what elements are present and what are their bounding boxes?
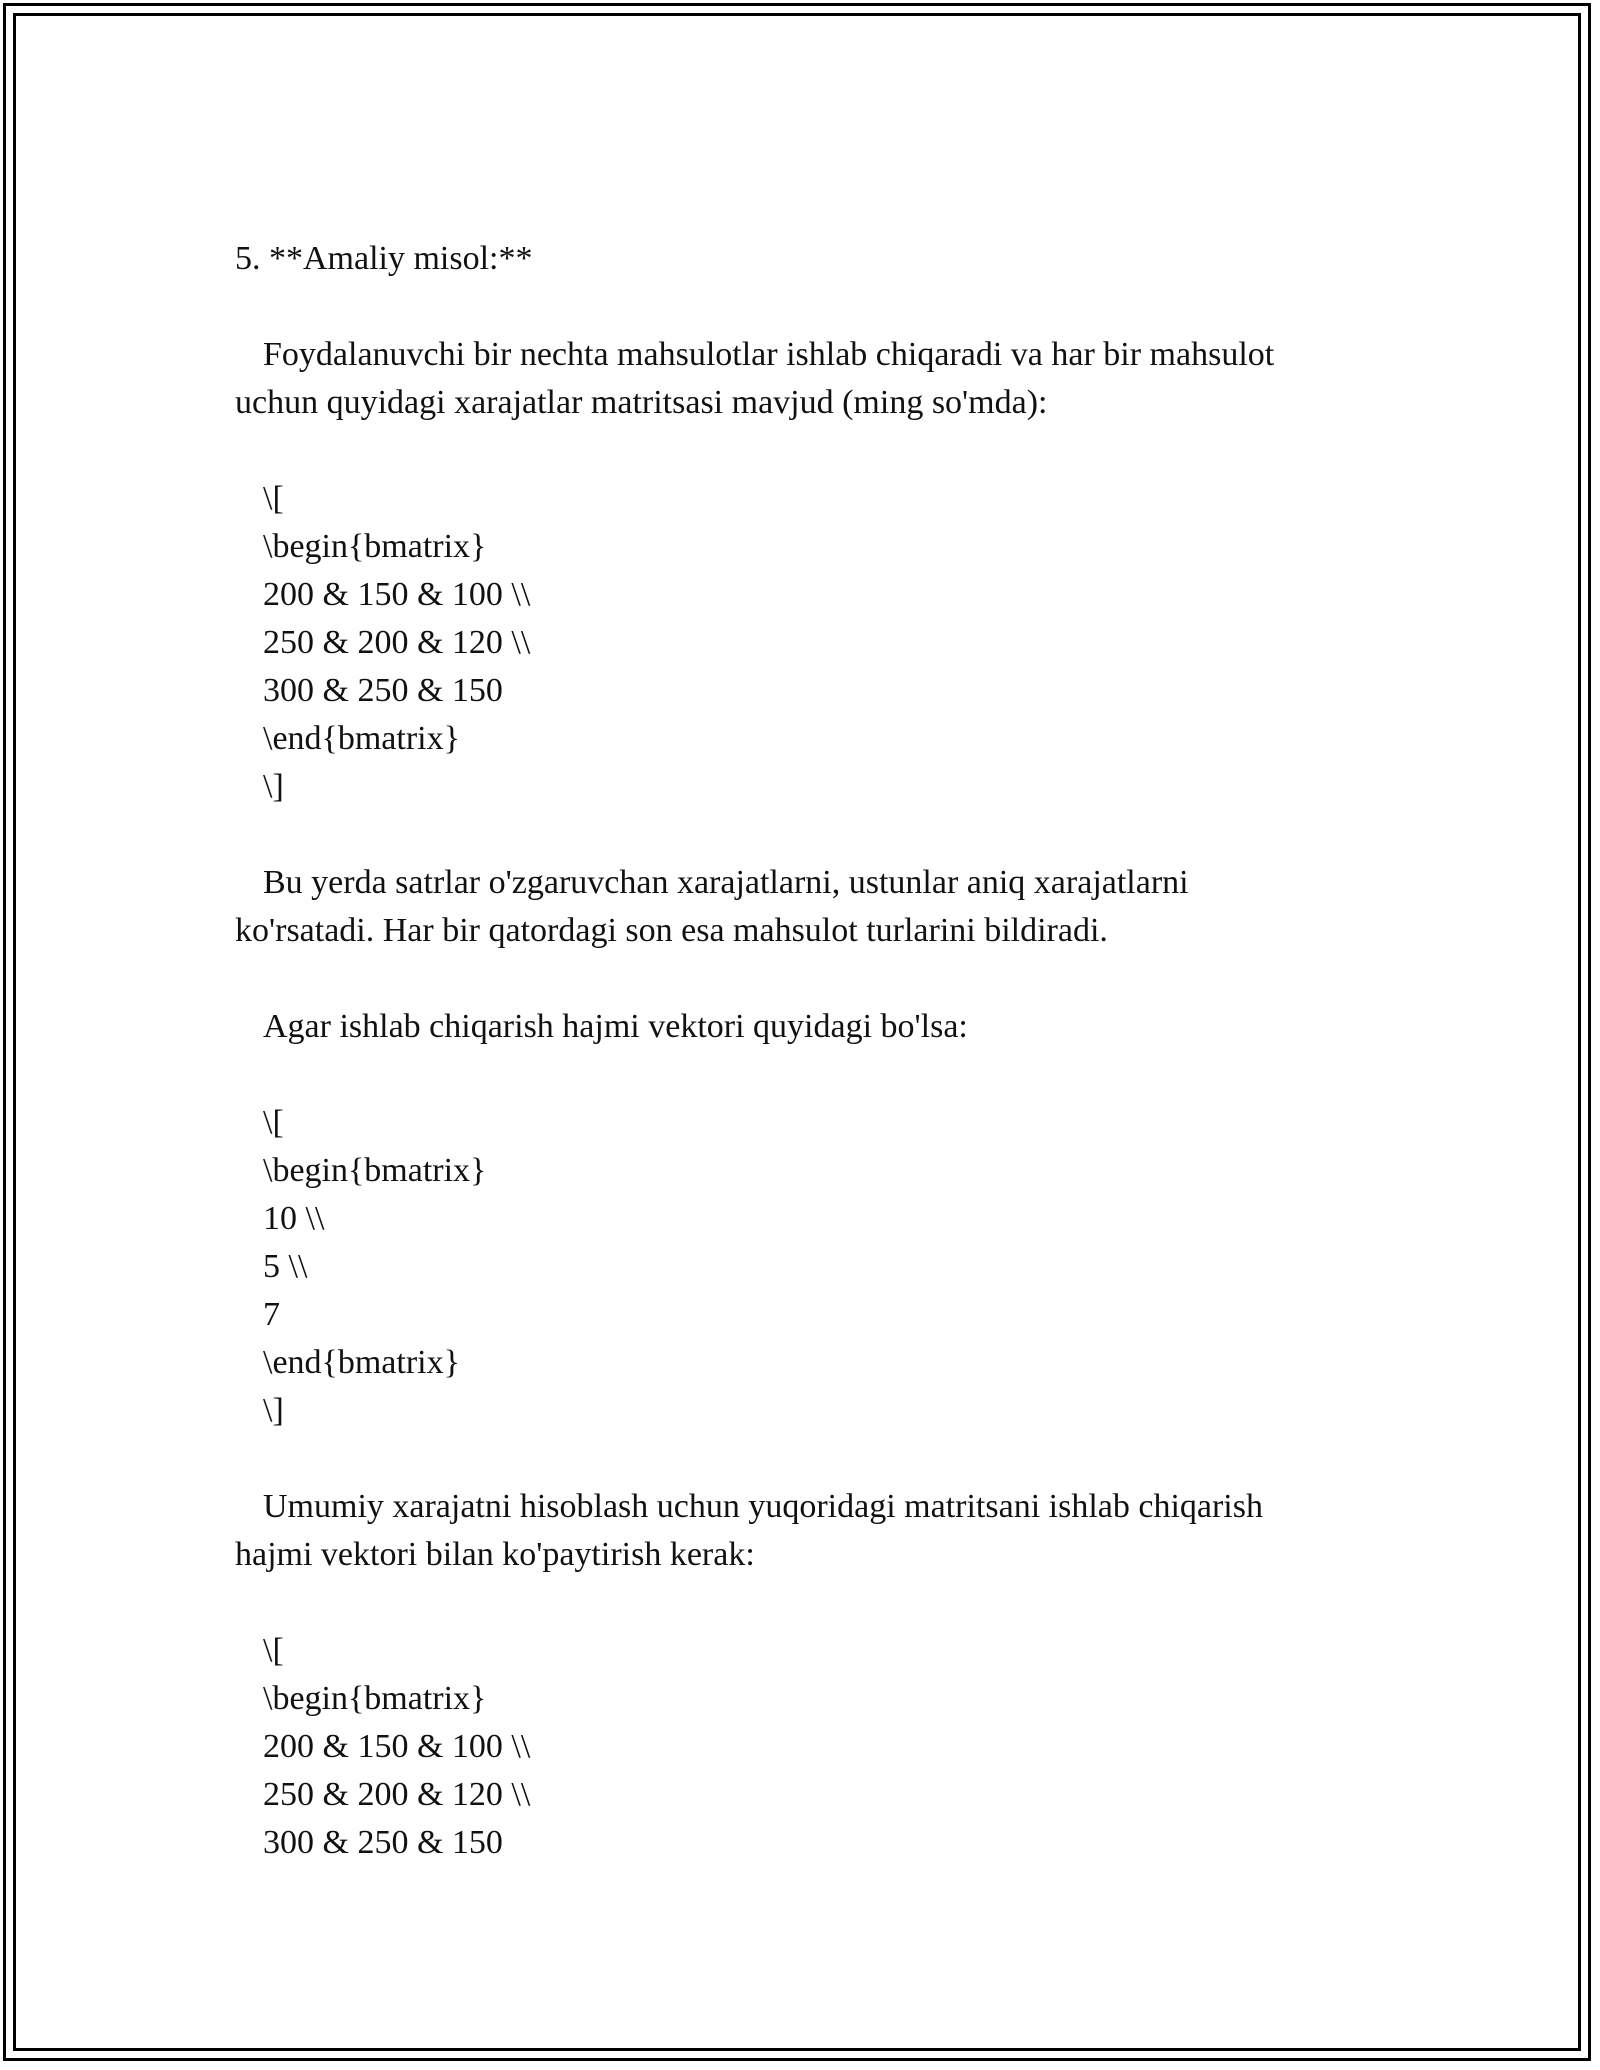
matrix-1-line: \[ (263, 480, 284, 517)
spacer (235, 1051, 1385, 1099)
matrix-3-line: \[ (263, 1632, 284, 1669)
paragraph-4-line-2: hajmi vektori bilan ko'paytirish kerak: (235, 1536, 755, 1573)
matrix-1-line: 250 & 200 & 120 \\ (263, 624, 531, 661)
spacer (235, 955, 1385, 1003)
matrix-1-line: \] (263, 768, 284, 805)
spacer (235, 283, 1385, 331)
document-body (235, 235, 1385, 1867)
matrix-3-line: 300 & 250 & 150 (263, 1824, 503, 1861)
matrix-2-line: 10 \\ (263, 1200, 325, 1237)
paragraph-4-line-1: Umumiy xarajatni hisoblash uchun yuqoridagi matritsani ishlab chiqarish (263, 1488, 1263, 1525)
matrix-3-line: 250 & 200 & 120 \\ (263, 1776, 531, 1813)
spacer (235, 1579, 1385, 1627)
paragraph-1-line-1: Foydalanuvchi bir nechta mahsulotlar ishlab chiqaradi va har bir mahsulot (263, 336, 1275, 373)
matrix-2-line: \[ (263, 1104, 284, 1141)
spacer (235, 811, 1385, 859)
section-heading: 5. **Amaliy misol:** (235, 240, 533, 277)
spacer (235, 1435, 1385, 1483)
spacer (235, 427, 1385, 475)
matrix-2-line: \end{bmatrix} (263, 1344, 460, 1381)
matrix-1-line: 200 & 150 & 100 \\ (263, 576, 531, 613)
matrix-2-line: 5 \\ (263, 1248, 308, 1285)
matrix-2-line: 7 (263, 1296, 280, 1333)
paragraph-2-line-2: ko'rsatadi. Har bir qatordagi son esa mahsulot turlarini bildiradi. (235, 912, 1108, 949)
matrix-1-line: 300 & 250 & 150 (263, 672, 503, 709)
matrix-2-line: \begin{bmatrix} (263, 1152, 487, 1189)
matrix-3-line: 200 & 150 & 100 \\ (263, 1728, 531, 1765)
matrix-1-line: \end{bmatrix} (263, 720, 460, 757)
matrix-2-line: \] (263, 1392, 284, 1429)
paragraph-2-line-1: Bu yerda satrlar o'zgaruvchan xarajatlarni, ustunlar aniq xarajatlarni (263, 864, 1189, 901)
matrix-3-line: \begin{bmatrix} (263, 1680, 487, 1717)
paragraph-1-line-2: uchun quyidagi xarajatlar matritsasi mavjud (ming so'mda): (235, 384, 1048, 421)
matrix-1-line: \begin{bmatrix} (263, 528, 487, 565)
paragraph-3-line-1: Agar ishlab chiqarish hajmi vektori quyidagi bo'lsa: (263, 1008, 968, 1045)
